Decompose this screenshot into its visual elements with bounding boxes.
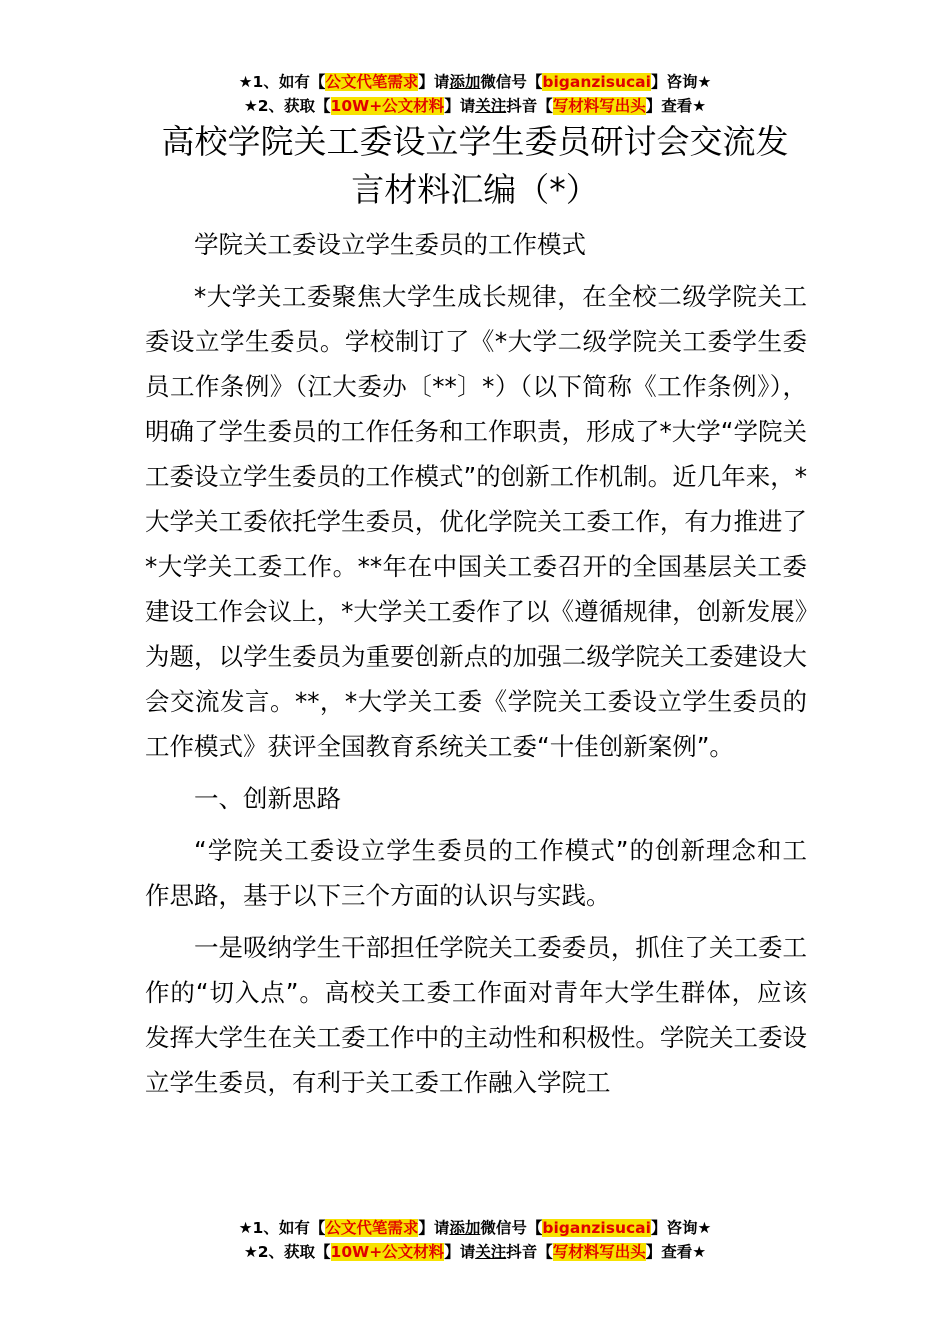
banner-line-1 bbox=[0, 1216, 950, 1240]
banner-underlined: 关注 bbox=[475, 97, 507, 115]
banner-highlight: 10W+公文材料 bbox=[330, 1243, 445, 1261]
banner-text: 微信号【 bbox=[480, 73, 543, 91]
banner-highlight: biganzisucai bbox=[542, 1219, 651, 1237]
header-banner bbox=[0, 70, 950, 118]
banner-text: 抖音【 bbox=[506, 97, 553, 115]
section-heading: 一、创新思路 bbox=[194, 784, 341, 813]
body-paragraph: 一是吸纳学生干部担任学院关工委委员，抓住了关工委工作的“切入点”。高校关工委工作面对青年大学生群体，应该发挥大学生在关工委工作中的主动性和积极性。学院关工委设立学生委员，有利于关工委工作融入学院工 bbox=[145, 933, 807, 1097]
body-paragraph: “学院关工委设立学生委员的工作模式”的创新理念和工作思路，基于以下三个方面的认识与实践。 bbox=[145, 836, 807, 910]
title-line-1: 高校学院关工委设立学生委员研讨会交流发 bbox=[161, 122, 789, 161]
banner-underlined: 添加 bbox=[449, 73, 481, 91]
banner-text: 】查看★ bbox=[645, 97, 707, 115]
banner-highlight: 写材料写出头 bbox=[552, 1243, 646, 1261]
banner-underlined: 关注 bbox=[475, 1243, 507, 1261]
footer-banner bbox=[0, 1216, 950, 1264]
banner-highlight: 10W+公文材料 bbox=[330, 97, 445, 115]
banner-text: 】请 bbox=[418, 73, 450, 91]
banner-text: ★1、如有【 bbox=[238, 1219, 326, 1237]
banner-text: 】请 bbox=[418, 1219, 450, 1237]
banner-highlight: 公文代笔需求 bbox=[325, 73, 419, 91]
banner-text: ★1、如有【 bbox=[238, 73, 326, 91]
banner-text: 抖音【 bbox=[506, 1243, 553, 1261]
banner-line-2 bbox=[0, 94, 950, 118]
document-body bbox=[145, 222, 807, 1112]
banner-text: 】咨询★ bbox=[650, 1219, 712, 1237]
banner-text: 】查看★ bbox=[645, 1243, 707, 1261]
banner-line-1 bbox=[0, 70, 950, 94]
banner-highlight: 公文代笔需求 bbox=[325, 1219, 419, 1237]
document-title bbox=[120, 118, 830, 214]
banner-text: 】咨询★ bbox=[650, 73, 712, 91]
banner-text: 】请 bbox=[444, 1243, 476, 1261]
body-paragraph: *大学关工委聚焦大学生成长规律，在全校二级学院关工委设立学生委员。学校制订了《*大学二级学院关工委学生委员工作条例》（江大委办〔**〕*）（以下简称《工作条例》），明确了学生委员的工作任务和工作职责，形成了*大学“学院关工委设立学生委员的工作模式”的创新工作机制。近几年来，*大学关工委依托学生委员，优化学院关工委工作，有力推进了*大学关工委工作。**年在中国关工委召开的全国基层关工委建设工作会议上，*大学关工委作了以《遵循规律，创新发展》为题，以学生委员为重要创新点的加强二级学院关工委建设大会交流发言。**，*大学关工委《学院关工委设立学生委员的工作模式》获评全国教育系统关工委“十佳创新案例”。 bbox=[145, 282, 807, 761]
banner-line-2 bbox=[0, 1240, 950, 1264]
banner-underlined: 添加 bbox=[449, 1219, 481, 1237]
banner-text: 微信号【 bbox=[480, 1219, 543, 1237]
section-subtitle: 学院关工委设立学生委员的工作模式 bbox=[194, 230, 586, 259]
banner-text: 】请 bbox=[444, 97, 476, 115]
banner-highlight: 写材料写出头 bbox=[552, 97, 646, 115]
title-line-2: 言材料汇编（*） bbox=[351, 170, 599, 209]
banner-text: ★2、获取【 bbox=[243, 1243, 331, 1261]
banner-text: ★2、获取【 bbox=[243, 97, 331, 115]
banner-highlight: biganzisucai bbox=[542, 73, 651, 91]
